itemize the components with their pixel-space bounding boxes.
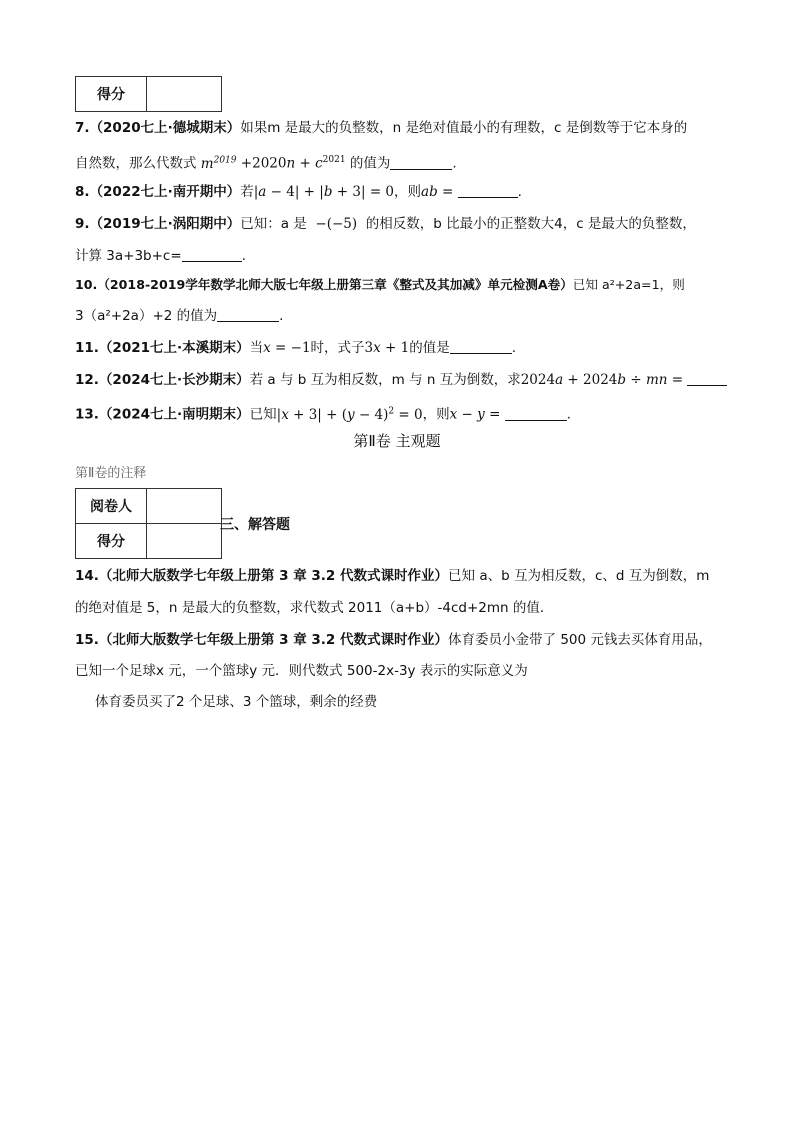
question-text: 如果m 是最大的负整数，n 是绝对值最小的有理数，c 是倒数等于它本身的 — [240, 120, 688, 136]
answer-blank[interactable] — [458, 183, 518, 198]
score-cell[interactable] — [147, 77, 222, 112]
score-label: 得分 — [76, 77, 147, 112]
answer-blank[interactable] — [687, 371, 727, 386]
q13-line: 13.（2024七上·南明期末）已知$|x + 3| + (y - 4)^2 = 0$，则x − y = . — [75, 406, 571, 423]
q15-line1: 15.（北师大版数学七年级上册第 3 章 3.2 代数式课时作业）体育委员小金带了 500 元钱去买体育用品， — [75, 632, 712, 648]
score-cell[interactable] — [147, 524, 222, 559]
q7-expression: $m^{2019}$ — [200, 155, 237, 172]
part2-note: 第Ⅱ卷的注释 — [75, 466, 147, 481]
q12-line: 12.（2024七上·长沙期末）若 a 与 b 互为相反数，m 与 n 互为倒数，求2024a + 2024b ÷ mn = — [75, 370, 727, 390]
q8-line: 8.（2022七上·南开期中）若|a − 4| + |b + 3| = 0，则ab = . — [75, 184, 522, 200]
answer-blank[interactable] — [450, 339, 512, 354]
q9-line2: 计算 3a+3b+c= . — [75, 248, 246, 264]
answer-blank[interactable] — [390, 155, 452, 170]
reviewer-cell[interactable] — [147, 489, 222, 524]
q9-line1: 9.（2019七上·涡阳期中）已知：a 是 −(−5) 的相反数，b 比最小的正整数大4，c 是最大的负整数， — [75, 216, 696, 232]
q7-line1 — [75, 118, 687, 138]
q7-line2: 自然数，那么代数式 $m^{2019} +2020n + c^{2021}$ 的值为 . — [75, 155, 457, 172]
question-source: （2020七上·德城期末） — [89, 120, 241, 136]
part2-title: 第Ⅱ卷 主观题 — [353, 432, 441, 450]
score-table-top — [75, 76, 222, 112]
q14-line1: 14.（北师大版数学七年级上册第 3 章 3.2 代数式课时作业）已知 a、b 互为相反数，c、d 互为倒数，m — [75, 568, 710, 584]
score-table-part2 — [75, 488, 222, 559]
q10-line2: 3（a²+2a）+2 的值为 . — [75, 308, 284, 324]
answer-blank[interactable] — [217, 307, 279, 322]
section-title: 三、解答题 — [220, 517, 290, 533]
q10-line1: 10.（2018-2019学年数学北师大版七年级上册第三章《整式及其加减》单元检测A卷）已知 a²+2a=1，则 — [75, 277, 685, 292]
q11-line: 11.（2021七上·本溪期末）当x = −1时，式子3x + 1的值是 . — [75, 340, 517, 356]
answer-blank[interactable] — [505, 406, 567, 421]
q8-expression: |a − 4| + |b + 3| = 0 — [253, 184, 395, 200]
q15-line2: 已知一个足球x 元，一个篮球y 元．则代数式 500-2x-3y 表示的实际意义为 — [75, 663, 528, 679]
q15-answer: 体育委员买了2 个足球、3 个篮球，剩余的经费 — [95, 694, 378, 710]
q14-line2: 的绝对值是 5，n 是最大的负整数，求代数式 2011（a+b）-4cd+2mn 的值． — [75, 600, 554, 616]
answer-blank[interactable] — [182, 247, 242, 262]
question-number: 7. — [75, 120, 90, 136]
reviewer-label: 阅卷人 — [76, 489, 147, 524]
score-label: 得分 — [76, 524, 147, 559]
q9-expression: −(−5) — [311, 216, 362, 232]
